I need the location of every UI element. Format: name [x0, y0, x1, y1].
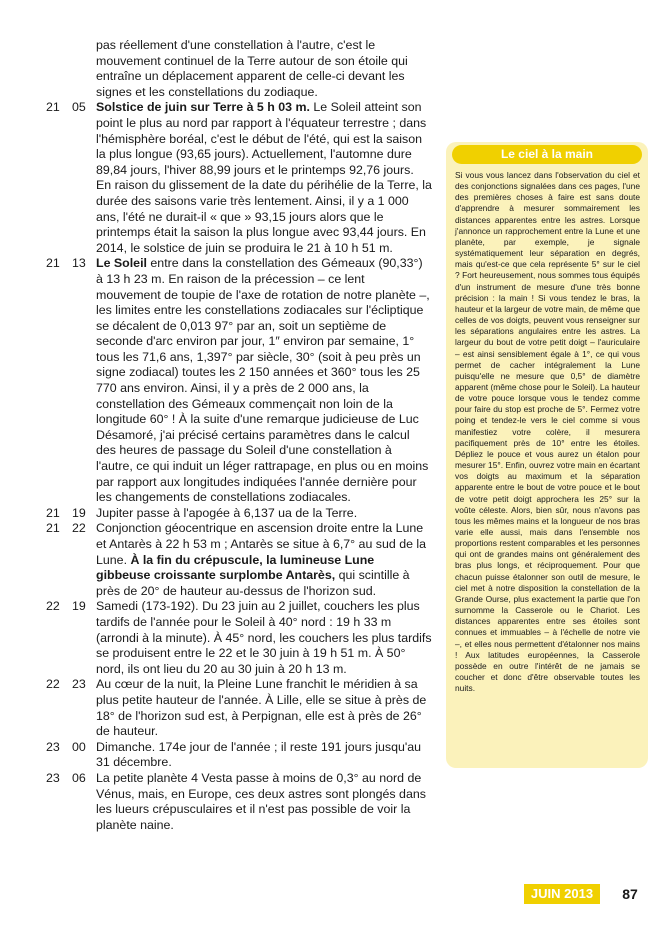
- entry-text: [96, 256, 432, 506]
- entry-text: [96, 100, 432, 256]
- entry-highlight: À la fin du crépuscule, la lumineuse Lune gibbeuse croissante surplombe Antarès,: [96, 552, 375, 583]
- entry-couchers-soleil: [0, 599, 432, 677]
- entry-hour: 06: [72, 770, 86, 785]
- entry-day: 21: [46, 100, 60, 115]
- entry-soleil-gemeaux: [0, 256, 432, 506]
- page-number: 87: [622, 886, 638, 902]
- footer-month-badge: JUIN 2013: [524, 884, 600, 904]
- entry-text: [96, 521, 432, 599]
- entry-hour: 19: [72, 505, 86, 520]
- entry-day: 21: [46, 505, 60, 520]
- entry-body: Le Soleil atteint son point le plus au nord par rapport à l'équateur terrestre ; dans l'hémisphère boréal, c'est le début de l'été, qui est la saison la plus longue (93,65 jours). Actuellement, l'automne dure 89,84 jours, l'hiver 88,99 jours et le printemps 92,76 jours. En raison du glissement de la date du périhélie de la Terre, la durée des saisons varie très lentement. Ainsi, il y a 1 000 ans, l'été ne durait-il « que » 93,15 jours alors que le printemps était la saison la plus longue avec 93,44 jours. En 2014, le solstice de juin se produira le 21 à 10 h 51 m.: [96, 100, 432, 255]
- entry-solstice: [0, 100, 432, 256]
- entry-body: entre dans la constellation des Gémeaux (90,33°) à 13 h 23 m. En raison de la précession – ce lent mouvement de toupie de l'axe de rotation de notre planète –, les limites entre les constellations zodiacales sur l'écliptique se décalent de 0,013 97° par an, soit un septième de seconde d'arc environ par jour, 1″ environ par semaine, 1° tous les 71,6 ans, 1,397° par siècle, 30° (soit à peu près un signe zodiacal) toutes les 2 150 années et 360° tous les 25 770 ans environ. Ainsi, il y a près de 2 000 ans, la constellation des Gémeaux commençait non loin de la longitude 60° ! À la suite d'une remarque judicieuse de Luc Désamoré, j'ai précisé certains paramètres dans le calcul des heures de passage du Soleil d'une constellation à l'autre, ce qui induit un léger rattrapage, en plus ou en moins par rapport aux longitudes indiquées l'année dernière pour les changements de constellations zodiacales.: [96, 256, 430, 505]
- entry-body-end: qui scintille à près de 20° de hauteur au-dessus de l'horizon sud.: [96, 568, 410, 598]
- entry-hour: 00: [72, 739, 86, 754]
- entry-day: 21: [46, 521, 60, 536]
- entry-hour: 22: [72, 521, 86, 536]
- entry-hour: 19: [72, 599, 86, 614]
- entry-vesta-venus: [0, 771, 432, 833]
- entry-body: Au cœur de la nuit, la Pleine Lune franchit le méridien à sa plus petite hauteur de l'année. À Lille, elle se situe à près de 18° de l'horizon sud est, à Perpignan, elle est à près de 26° de hauteur.: [96, 677, 427, 739]
- entry-title: Le Soleil: [96, 256, 147, 271]
- sidebar-box: [446, 142, 648, 768]
- entry-day: 22: [46, 677, 60, 692]
- entry-body: Conjonction géocentrique en ascension droite entre la Lune et Antarès à 22 h 53 m ; Antarès se situe à 6,7° au sud de la Lune.: [96, 521, 427, 567]
- main-column: [0, 38, 432, 833]
- entry-body: La petite planète 4 Vesta passe à moins de 0,3° au nord de Vénus, mais, en Europe, ces deux astres sont plongés dans les lueurs crépusculaires et il n'est pas possible de voir la planète naine.: [96, 770, 426, 832]
- entry-hour: 23: [72, 677, 86, 692]
- entry-day: 22: [46, 599, 60, 614]
- entry-day: 23: [46, 770, 60, 785]
- entry-title: Solstice de juin sur Terre à 5 h 03 m.: [96, 100, 310, 115]
- entry-day: 23: [46, 739, 60, 754]
- entry-pleine-lune: [0, 677, 432, 739]
- sidebar-title: Le ciel à la main: [452, 145, 642, 164]
- entry-hour: 05: [72, 100, 86, 115]
- entry-jupiter-apogee: [0, 506, 432, 522]
- entry-body: Jupiter passe à l'apogée à 6,137 ua de la Terre.: [96, 505, 358, 520]
- entry-body: Samedi (173-192). Du 23 juin au 2 juillet, couchers les plus tardifs de l'année pour le Soleil à 40° nord : 19 h 33 m (arrondi à la minute). À 45° nord, les couchers les plus tardifs se produisent entre le 22 et le 30 juin à 19 h 51 m. À 50° nord, ils ont lieu du 20 au 30 juin à 20 h 13 m.: [96, 599, 432, 676]
- sidebar-text: Si vous vous lancez dans l'observation du ciel et des conjonctions signalées dans ces pages, l'une des premières choses à faire est sans doute d'apprendre à mesurer sommairement les distances apparentes entre les astres. Lorsque j'annonce un rapprochement entre la Lune et une planète, par exemple, je signale systématiquement leur séparation en degrés, mais qu'est-ce que cela représente 5° sur le ciel ? Fort heureusement, nous sommes tous équipés d'un instrument de mesure d'une très bonne précision : la main ! Si vous tendez le bras, la hauteur et la largeur de votre main, de même que celles de vos doigts, peuvent vous renseigner sur les séparations angulaires entre les astres. La largeur du bout de votre petit doigt – l'auriculaire – est ainsi sensiblement égale à 1°, ce qui vous permet de cacher intégralement la Lune puisqu'elle ne mesure que 0,5° de diamètre apparent (même chose pour le Soleil). La hauteur de votre pouce lorsque vous le tendez comme pour faire du stop est proche de 5°. Fermez votre poing et tendez-le vers le ciel comme si vous manifestiez votre colère, il mesurera pacifiquement près de 10° entre les étoiles. Dépliez le pouce et vous aurez un étalon pour mesurer 15°. Enfin, ouvrez votre main en écartant vos doigts au maximum et la séparation apparente entre le bout de votre pouce et le bout de votre petit doigt approchera les 25° sur la voûte céleste. Alors, bien sûr, nous n'avons pas tous les mêmes mains et la longueur de nos bras varie elle aussi, mais dans l'ensemble nos proportions restent comparables et les personnes qui ont de grandes mains ont généralement des bras plus longs, et réciproquement. Pour que chacun puisse étalonner son outil de mesure, le ciel met à notre disposition la constellation de la Grande Ourse, plus exactement la partie que l'on surnomme la Casserole ou le Chariot. Les distances apparentes entre ses étoiles sont connues et immuables – à l'échelle de notre vie –, et elles nous permettent d'étalonner nos mains ! Aux latitudes européennes, la Casserole possède en outre l'intérêt de ne jamais se coucher et donc d'être observable toutes les nuits.: [455, 170, 640, 694]
- entry-lune-antares: [0, 521, 432, 599]
- entry-dimanche: [0, 740, 432, 771]
- entry-hour: 13: [72, 256, 86, 271]
- entry-body: Dimanche. 174e jour de l'année ; il reste 191 jours jusqu'au 31 décembre.: [96, 739, 422, 770]
- entry-day: 21: [46, 256, 60, 271]
- intro-paragraph: pas réellement d'une constellation à l'autre, c'est le mouvement continuel de la Terre autour de son étoile qui entraîne un déplacement apparent de celle-ci devant les signes et les constellations du zodiaque.: [96, 38, 408, 99]
